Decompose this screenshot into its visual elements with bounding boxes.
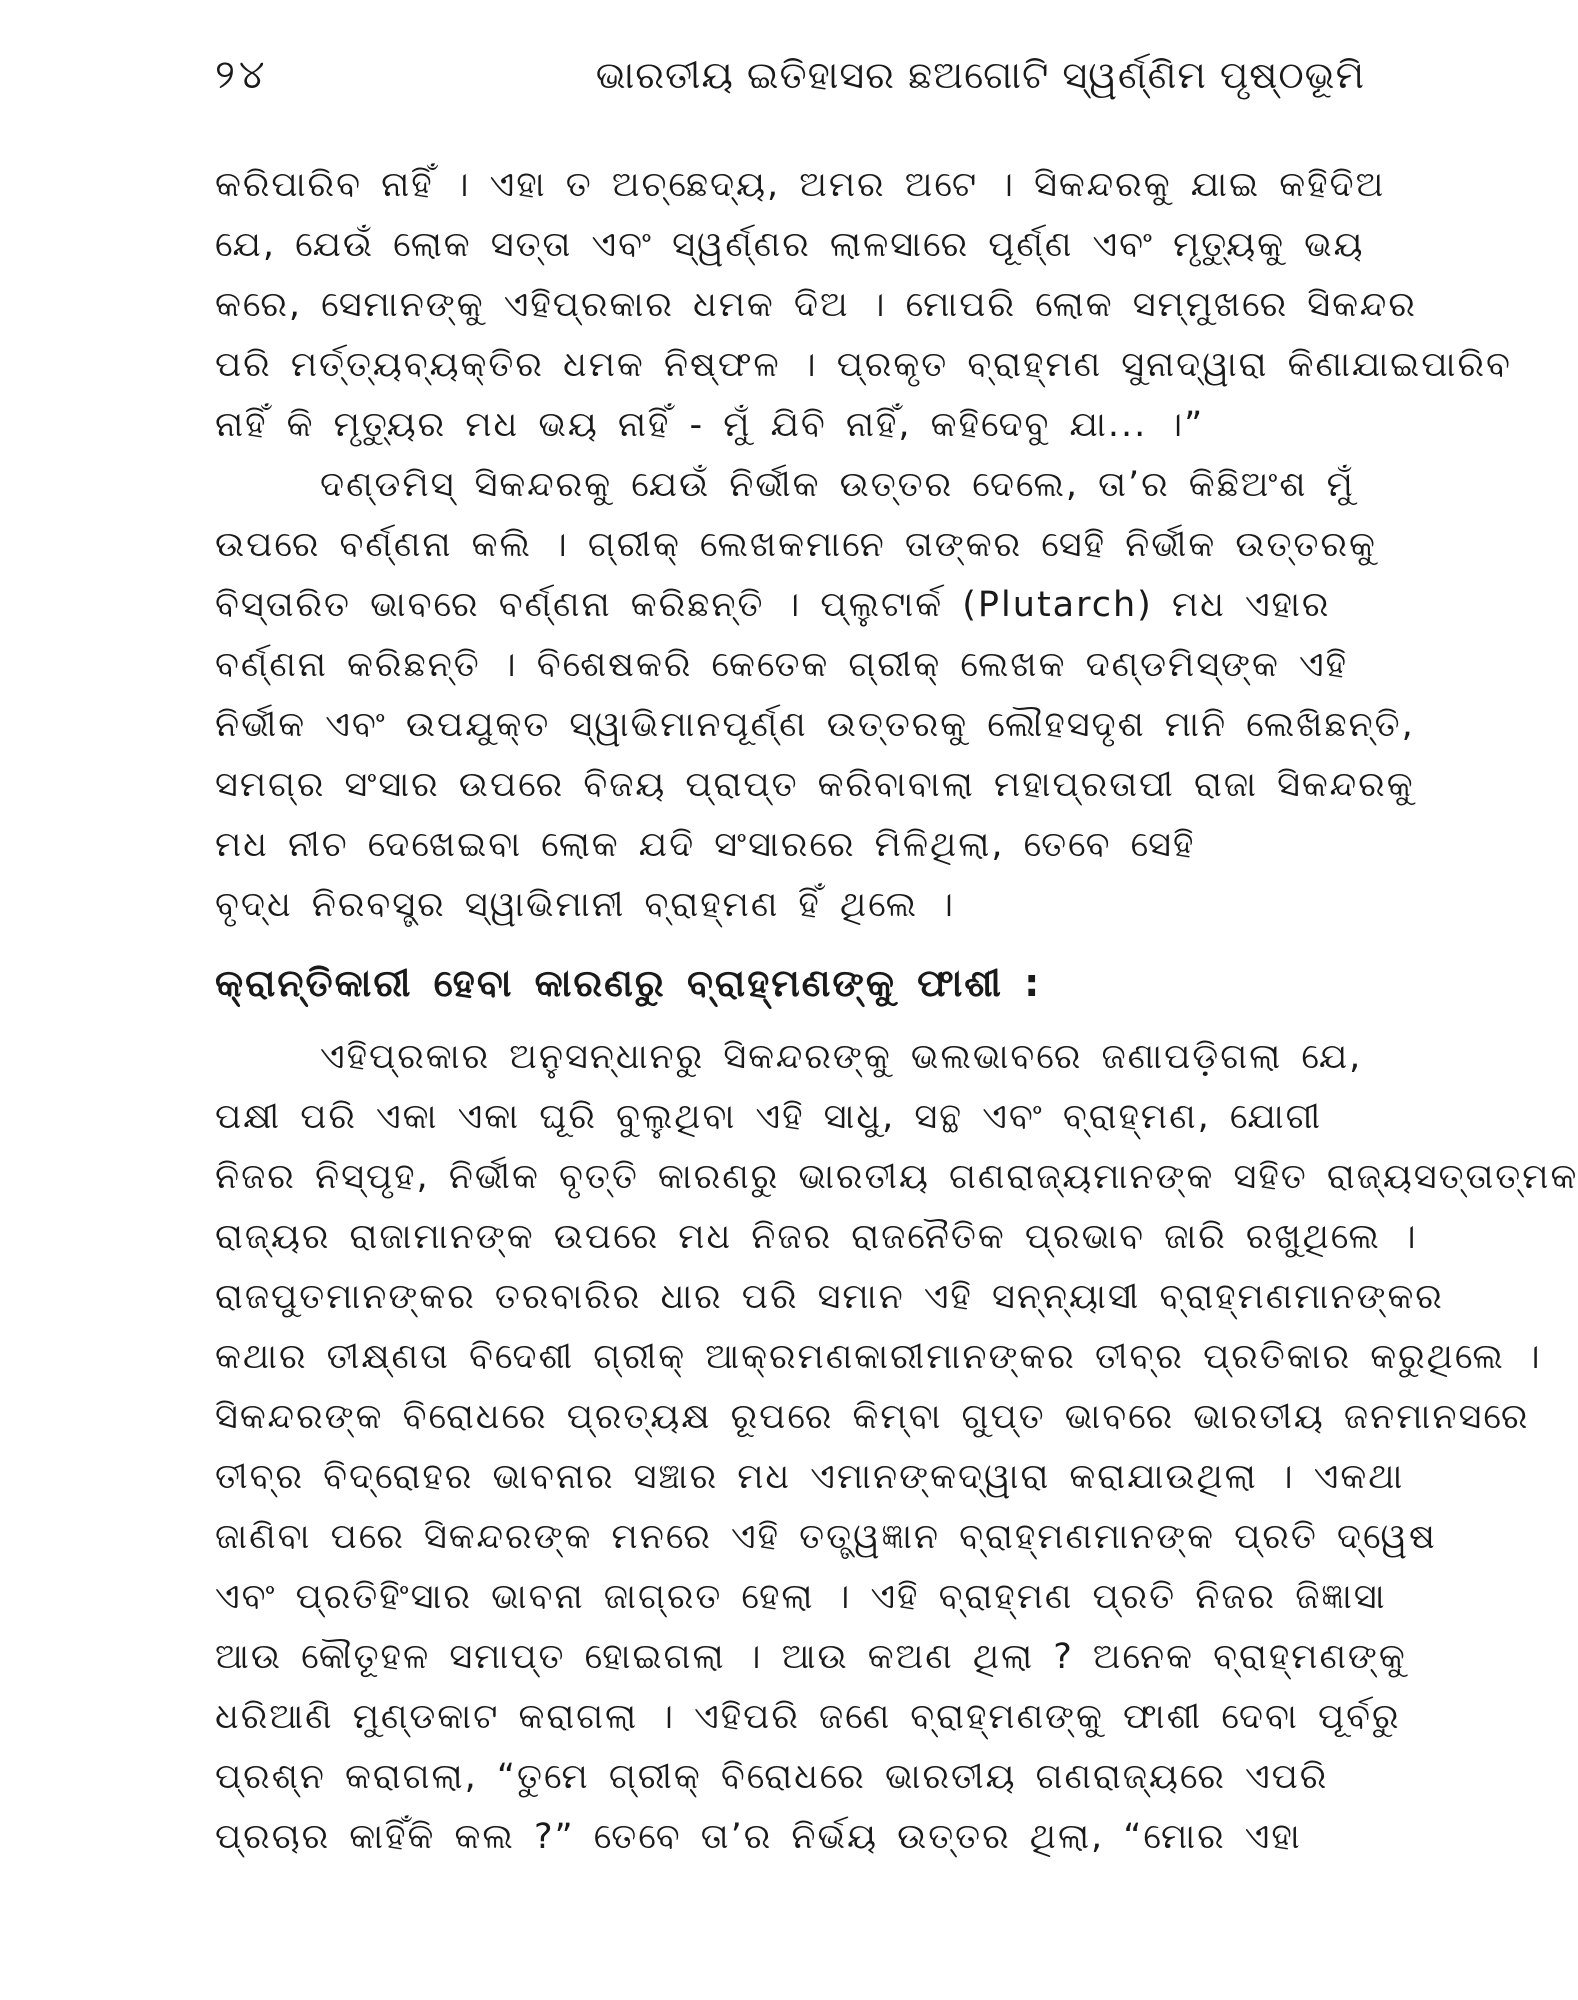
text-line: କରେ, ସେମାନଙ୍କୁ ଏହିପ୍ରକାର ଧମକ ଦିଅ । ମୋପରି ଲୋକ ସମ୍ମୁଖରେ ସିକନ୍ଦର (215, 285, 1417, 325)
paragraph-3 (215, 1027, 1578, 1867)
text-line: ଦଣ୍ଡମିସ୍ ସିକନ୍ଦରକୁ ଯେଉଁ ନିର୍ଭୀକ ଉତ୍ତର ଦେଲେ, ତା’ର କିଛିଅଂଶ ମୁଁ (320, 465, 1355, 505)
text-line: ସିକନ୍ଦରଙ୍କ ବିରୋଧରେ ପ୍ରତ୍ୟକ୍ଷ ରୂପରେ କିମ୍ବା ଗୁପ୍ତ ଭାବରେ ଭାରତୀୟ ଜନମାନସରେ (215, 1397, 1530, 1437)
text-line: ପ୍ରଚାର କାହିଁକି କଲ ?” ତେବେ ତା’ର ନିର୍ଭୟ ଉତ୍ତର ଥିଲା, “ମୋର ଏହା (215, 1817, 1302, 1857)
paragraph-1 (215, 155, 1512, 455)
text-line: ଏହିପ୍ରକାର ଅନୁସନ୍ଧାନରୁ ସିକନ୍ଦରଙ୍କୁ ଭଲଭାବରେ ଜଣାପଡ଼ିଗଲା ଯେ, (320, 1037, 1363, 1077)
text-line: କରିପାରିବ ନାହିଁ । ଏହା ତ ଅଚ୍ଛେଦ୍ୟ, ଅମର ଅଟେ । ସିକନ୍ଦରକୁ ଯାଇ କହିଦିଅ (215, 165, 1386, 205)
section-heading: କ୍ରାନ୍ତିକାରୀ ହେବା କାରଣରୁ ବ୍ରାହ୍ମଣଙ୍କୁ ଫାଶୀ : (215, 961, 1042, 1005)
text-line: ରାଜ୍ୟର ରାଜାମାନଙ୍କ ଉପରେ ମଧ ନିଜର ରାଜନୈତିକ ପ୍ରଭାବ ଜାରି ରଖୁଥିଲେ । (215, 1217, 1418, 1257)
text-line: ଏବଂ ପ୍ରତିହିଂସାର ଭାବନା ଜାଗ୍ରତ ହେଲା । ଏହି ବ୍ରାହ୍ମଣ ପ୍ରତି ନିଜର ଜିଜ୍ଞାସା (215, 1577, 1387, 1617)
text-line: ଜାଣିବା ପରେ ସିକନ୍ଦରଙ୍କ ମନରେ ଏହି ତତ୍ତ୍ୱଜ୍ଞାନ ବ୍ରାହ୍ମଣମାନଙ୍କ ପ୍ରତି ଦ୍ୱେଷ (215, 1517, 1437, 1557)
text-line: ପ୍ରଶ୍ନ କରାଗଲା, “ତୁମେ ଗ୍ରୀକ୍ ବିରୋଧରେ ଭାରତୀୟ ଗଣରାଜ୍ୟରେ ଏପରି (215, 1757, 1329, 1797)
text-line: କଥାର ତୀକ୍ଷ୍ଣତା ବିଦେଶୀ ଗ୍ରୀକ୍ ଆକ୍ରମଣକାରୀମାନଙ୍କର ତୀବ୍ର ପ୍ରତିକାର କରୁଥିଲେ । (215, 1337, 1542, 1377)
text-line: ନିଜର ନିସ୍ପୃହ, ନିର୍ଭୀକ ବୃତ୍ତି କାରଣରୁ ଭାରତୀୟ ଗଣରାଜ୍ୟମାନଙ୍କ ସହିତ ରାଜ୍ୟସତ୍ତାତ୍ମକ (215, 1157, 1578, 1197)
text-line: ଧରିଆଣି ମୁଣ୍ଡକାଟ କରାଗଲା । ଏହିପରି ଜଣେ ବ୍ରାହ୍ମଣଙ୍କୁ ଫାଶୀ ଦେବା ପୂର୍ବରୁ (215, 1697, 1401, 1737)
text-line: ନାହିଁ କି ମୃତ୍ୟୁର ମଧ ଭୟ ନାହିଁ - ମୁଁ ଯିବି ନାହିଁ, କହିଦେବୁ ଯା... ।” (215, 405, 1205, 445)
page-number: ୨୪ (215, 52, 269, 98)
text-line: ଯେ, ଯେଉଁ ଲୋକ ସତ୍ତା ଏବଂ ସ୍ୱର୍ଣ୍ଣର ଲାଳସାରେ ପୂର୍ଣ୍ଣ ଏବଂ ମୃତ୍ୟୁକୁ ଭୟ (215, 225, 1365, 265)
text-line: ପକ୍ଷୀ ପରି ଏକା ଏକା ଘୂରି ବୁଲୁଥିବା ଏହି ସାଧୁ, ସନ୍ଥ ଏବଂ ବ୍ରାହ୍ମଣ, ଯୋଗୀ (215, 1097, 1323, 1137)
text-line: ବୃଦ୍ଧ ନିରବସ୍ତ୍ର ସ୍ୱାଭିମାନୀ ବ୍ରାହ୍ମଣ ହିଁ ଥିଲେ । (215, 885, 955, 925)
text-line: ତୀବ୍ର ବିଦ୍ରୋହର ଭାବନାର ସଞ୍ଚାର ମଧ ଏମାନଙ୍କଦ୍ୱାରା କରାଯାଉଥିଲା । ଏକଥା (215, 1457, 1405, 1497)
text-line: ପରି ମର୍ତ୍ତ୍ୟବ୍ୟକ୍ତିର ଧମକ ନିଷ୍ଫଳ । ପ୍ରକୃତ ବ୍ରାହ୍ମଣ ସୁନାଦ୍ୱାରା କିଣାଯାଇପାରିବ (215, 345, 1512, 385)
text-line: ବର୍ଣ୍ଣନା କରିଛନ୍ତି । ବିଶେଷକରି କେତେକ ଗ୍ରୀକ୍ ଲେଖକ ଦଣ୍ଡମିସ୍‌ଙ୍କ ଏହି (215, 645, 1349, 685)
body-text (215, 155, 1578, 1867)
text-line: ମଧ ନୀଚ ଦେଖେଇବା ଲୋକ ଯଦି ସଂସାରରେ ମିଳିଥିଲା, ତେବେ ସେହି (215, 825, 1196, 865)
text-line: ରାଜପୁତମାନଙ୍କର ତରବାରିର ଧାର ପରି ସମାନ ଏହି ସନ୍ନ୍ୟାସୀ ବ୍ରାହ୍ମଣମାନଙ୍କର (215, 1277, 1444, 1317)
text-line: ଆଉ କୌତୂହଳ ସମାପ୍ତ ହୋଇଗଲା । ଆଉ କଅଣ ଥିଲା ? ଅନେକ ବ୍ରାହ୍ମଣଙ୍କୁ (215, 1637, 1407, 1677)
text-line: ବିସ୍ତାରିତ ଭାବରେ ବର୍ଣ୍ଣନା କରିଛନ୍ତି । ପ୍ଲୁଟାର୍କ (Plutarch) ମଧ ଏହାର (215, 585, 1331, 625)
paragraph-2 (215, 455, 1415, 935)
text-line: ନିର୍ଭୀକ ଏବଂ ଉପଯୁକ୍ତ ସ୍ୱାଭିମାନପୂର୍ଣ୍ଣ ଉତ୍ତରକୁ ଲୌହସଦୃଶ ମାନି ଲେଖିଛନ୍ତି, (215, 705, 1415, 745)
running-header (215, 52, 1365, 112)
text-line: ଉପରେ ବର୍ଣ୍ଣନା କଲି । ଗ୍ରୀକ୍ ଲେଖକମାନେ ତାଙ୍କର ସେହି ନିର୍ଭୀକ ଉତ୍ତରକୁ (215, 525, 1377, 565)
book-title: ଭାରତୀୟ ଇତିହାସର ଛଅଗୋଟି ସ୍ୱର୍ଣ୍ଣିମ ପୃଷ୍ଠଭୂମି (595, 53, 1365, 97)
text-line: ସମଗ୍ର ସଂସାର ଉପରେ ବିଜୟ ପ୍ରାପ୍ତ କରିବାବାଲା ମହାପ୍ରତାପୀ ରାଜା ସିକନ୍ଦରକୁ (215, 765, 1415, 805)
